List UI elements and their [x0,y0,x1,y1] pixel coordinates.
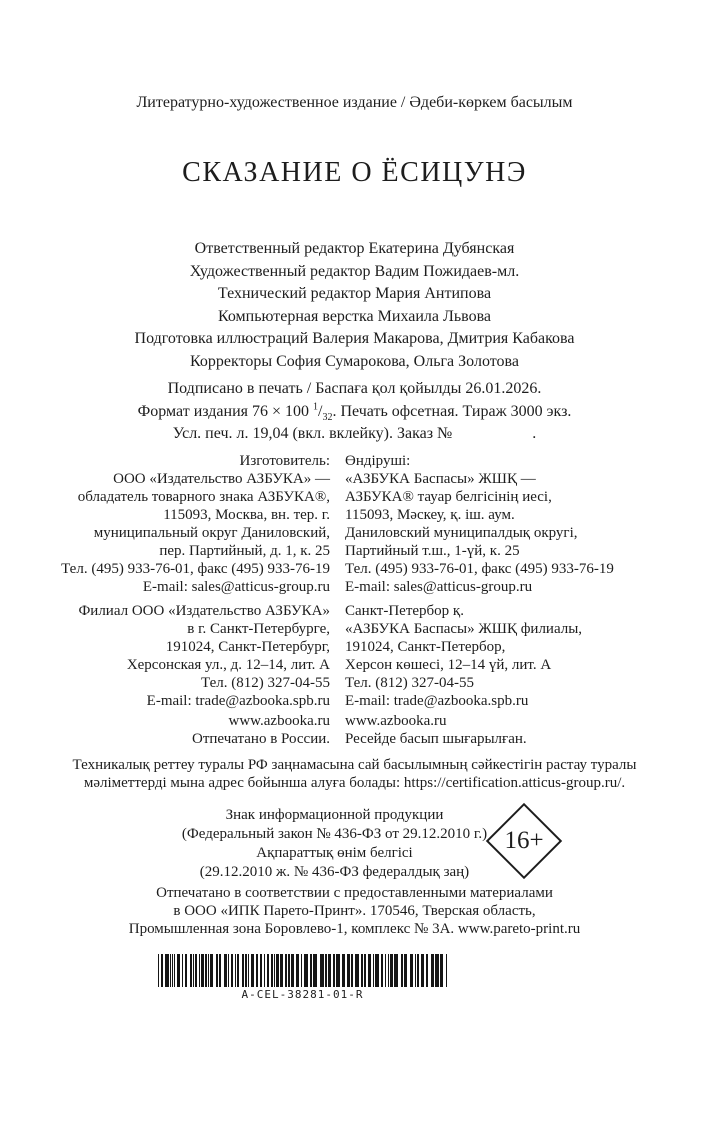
credit-line: Художественный редактор Вадим Пожидаев-мл. [189,262,520,280]
information-product-note [0,806,689,882]
address-line: «АЗБУКА Баспасы» ЖШҚ филиалы, [345,620,583,637]
age-rating-section [0,804,709,880]
address-line: Тел. (495) 933-76-01, факс (495) 933-76-19 [345,560,614,577]
address-line: АЗБУКА® тауар белгісінің иесі, [345,488,552,505]
barcode [0,954,657,1001]
address-line: обладатель товарного знака АЗБУКА®, [77,488,330,505]
address-line: Тел. (812) 327-04-55 [201,674,330,691]
address-line: Өндіруші: [345,452,411,469]
info-product-line: (Федеральный закон № 436-ФЗ от 29.12.2010 г.) [181,825,488,842]
info-product-line: Ақпараттық өнім белгісі [256,844,413,861]
website-text: www.azbooka.ru [345,712,447,729]
print-run-block [0,378,709,446]
address-line: «АЗБУКА Баспасы» ЖШҚ — [345,470,536,487]
barcode-caption: A-CEL-38281-01-R [241,987,364,1001]
address-line: Филиал ООО «Издательство АЗБУКА» [78,602,330,619]
info-product-line: Знак информационной продукции [225,806,444,823]
publisher-column-ru [0,452,330,748]
credit-line: Компьютерная верстка Михаила Львова [217,307,492,325]
signed-to-print-line: Подписано в печать / Баспаға қол қойылды 26.01.2026. [167,380,542,397]
address-line: в г. Санкт-Петербурге, [187,620,330,637]
address-line: Тел. (495) 933-76-01, факс (495) 933-76-19 [61,560,330,577]
printing-house-block [0,884,709,938]
publisher-column-kz [345,452,709,748]
address-line: Санкт-Петербор қ. [345,602,464,619]
branch-kz-block [345,602,709,710]
format-prefix: Формат издания 76 × 100 [137,402,314,420]
manufacturer-kz-block [345,452,709,596]
age-rating-label: 16+ [504,826,544,854]
address-line: E-mail: sales@atticus-group.ru [345,578,533,595]
format-fraction-numerator: 1 [313,401,319,413]
address-line: 115093, Москва, вн. тер. г. [163,506,330,523]
address-line: ООО «Издательство АЗБУКА» — [113,470,330,487]
address-line: E-mail: trade@azbooka.spb.ru [146,692,330,709]
format-fraction-slash: / [318,402,323,420]
address-line: 191024, Санкт-Петербор, [345,638,506,655]
format-line [0,401,709,424]
credit-line: Корректоры София Сумарокова, Ольга Золотова [190,352,519,370]
credit-line: Подготовка иллюстраций Валерия Макарова, Дмитрия Кабакова [134,330,575,347]
branch-ru-block [0,602,330,710]
address-line: E-mail: trade@azbooka.spb.ru [345,692,529,709]
credit-line: Технический редактор Мария Антипова [217,285,492,302]
credits-block [0,238,709,373]
printing-line: в ООО «ИПК Парето-Принт». 170546, Тверская область, [173,902,536,919]
publisher-columns [0,452,709,748]
address-line: Херсон көшесі, 12–14 үй, лит. А [345,656,552,673]
certification-note [0,756,709,793]
printed-in-text: Отпечатано в России. [192,730,330,747]
credit-line: Ответственный редактор Екатерина Дубянская [194,240,515,257]
address-line: 191024, Санкт-Петербург, [165,638,330,655]
address-line: Изготовитель: [239,452,330,469]
format-suffix: . Печать офсетная. Тираж 3000 экз. [332,402,572,420]
manufacturer-ru-block [0,452,330,596]
address-line: пер. Партийный, д. 1, к. 25 [159,542,330,559]
site-kz-block [345,712,709,748]
info-product-line: (29.12.2010 ж. № 436-ФЗ федералдық заң) [199,863,470,880]
address-line: Даниловский муниципалдық округі, [345,524,578,541]
address-line: Херсонская ул., д. 12–14, лит. А [126,656,330,673]
order-number-line: Усл. печ. л. 19,04 (вкл. вклейку). Заказ № . [172,425,537,442]
website-text: www.azbooka.ru [228,712,330,729]
printed-in-text: Ресейде басып шығарылған. [345,730,527,747]
book-title: СКАЗАНИЕ О ЁСИЦУНЭ [182,157,527,188]
certification-line: мәліметтерді мына адрес бойынша алуға болады: https://certification.atticus-group.ru/. [83,775,626,791]
printing-line: Промышленная зона Боровлево-1, комплекс № 3А. www.pareto-print.ru [128,920,581,937]
format-fraction-denominator: 32 [322,411,333,423]
edition-type-line: Литературно-художественное издание / Әдеби-көркем басылым [136,94,573,111]
address-line: E-mail: sales@atticus-group.ru [142,578,330,595]
address-line: Тел. (812) 327-04-55 [345,674,474,691]
address-line: муниципальный округ Даниловский, [93,524,330,541]
address-line: 115093, Мәскеу, қ. іш. аум. [345,506,515,523]
printing-line: Отпечатано в соответствии с предоставленными материалами [156,884,553,901]
address-line: Партийный т.ш., 1-үй, к. 25 [345,542,520,559]
barcode-bars [158,954,447,987]
certification-line: Техникалық реттеу туралы РФ заңнамасына сай басылымның сәйкестігін растау туралы [72,756,637,773]
site-ru-block [0,712,330,748]
